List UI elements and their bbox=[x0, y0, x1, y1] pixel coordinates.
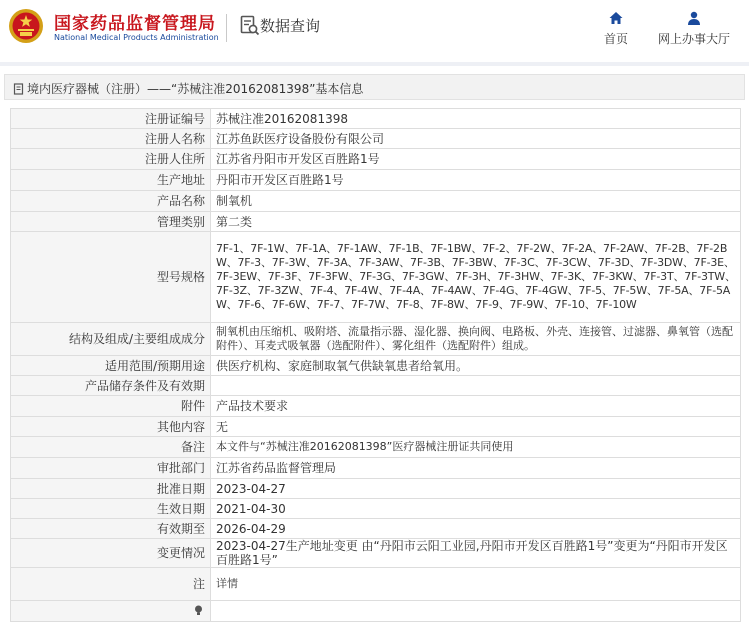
field-label: 适用范围/预期用途 bbox=[11, 356, 211, 376]
field-label: 备注 bbox=[11, 437, 211, 458]
table-row bbox=[11, 499, 741, 519]
nav-online-service-label: 网上办事大厅 bbox=[657, 32, 730, 46]
table-row bbox=[11, 191, 741, 212]
field-value-note bbox=[211, 601, 741, 622]
table-row bbox=[11, 417, 741, 437]
table-row bbox=[11, 539, 741, 568]
table-row bbox=[11, 396, 741, 417]
field-value: 江苏鱼跃医疗设备股份有限公司 bbox=[211, 129, 741, 149]
field-label: 生产地址 bbox=[11, 170, 211, 191]
field-value: 2023-04-27 bbox=[211, 479, 741, 499]
field-label: 产品储存条件及有效期 bbox=[11, 376, 211, 396]
field-value bbox=[211, 376, 741, 396]
field-value: 制氧机由压缩机、吸附塔、流量指示器、湿化器、换向阀、电路板、外壳、连接管、过滤器、鼻氧管（选配附件）、耳麦式吸氧器（选配附件）、雾化组件（选配附件）组成。 bbox=[211, 323, 741, 356]
site-header bbox=[0, 0, 749, 60]
table-row bbox=[11, 323, 741, 356]
user-icon bbox=[686, 10, 702, 26]
field-value: 江苏省药品监督管理局 bbox=[211, 458, 741, 479]
field-value: 无 bbox=[211, 417, 741, 437]
nav-home-label: 首页 bbox=[603, 32, 628, 46]
field-label: 审批部门 bbox=[11, 458, 211, 479]
table-row bbox=[11, 129, 741, 149]
field-value: 第二类 bbox=[211, 212, 741, 232]
table-row bbox=[11, 212, 741, 232]
table-row bbox=[11, 437, 741, 458]
agency-name: 国家药品监督管理局 bbox=[54, 14, 216, 34]
field-value: 本文件与“苏械注准20162081398”医疗器械注册证共同使用 bbox=[211, 437, 741, 458]
home-icon bbox=[608, 10, 624, 26]
field-label: 变更情况 bbox=[11, 539, 211, 568]
field-label: 其他内容 bbox=[11, 417, 211, 437]
table-row bbox=[11, 149, 741, 170]
field-value: 制氧机 bbox=[211, 191, 741, 212]
field-label: 有效期至 bbox=[11, 519, 211, 539]
field-value: 江苏省丹阳市开发区百胜路1号 bbox=[211, 149, 741, 170]
field-label: 注 bbox=[11, 568, 211, 601]
field-value: 2023-04-27生产地址变更 由“丹阳市云阳工业园,丹阳市开发区百胜路1号”变更为“丹阳市开发区百胜路1号” bbox=[211, 539, 741, 568]
document-icon bbox=[13, 83, 25, 95]
breadcrumb-text: 境内医疗器械（注册）——“苏械注准20162081398”基本信息 bbox=[27, 82, 364, 96]
header-divider bbox=[226, 14, 227, 42]
field-label: 结构及组成/主要组成成分 bbox=[11, 323, 211, 356]
breadcrumb bbox=[4, 74, 745, 100]
field-label: 注册人名称 bbox=[11, 129, 211, 149]
nav-home[interactable] bbox=[598, 10, 634, 47]
field-value: 7F-1、7F-1W、7F-1A、7F-1AW、7F-1B、7F-1BW、7F-2、7F-2W、7F-2A、7F-2AW、7F-2B、7F-2BW、7F-3、7F-3W、7F-3A、7F-3AW、7F-3B、7F-3BW、7F-3C、7F-3CW、7F-3D、7F-3DW、7F-3E、7F-3EW、7F-3F、7F-3FW、7F-3G、7F-3GW、7F-3H、7F-3HW、7F-3K、7F-3KW、7F-3T、7F-3TW、7F-3Z、7F-3ZW、7F-4、7F-4W、7F-4A、7F-4AW、7F-4G、7F-4GW、7F-5、7F-5W、7F-5A、7F-5AW、7F-6、7F-6W、7F-7、7F-7W、7F-8、7F-8W、7F-9、7F-9W、7F-10、7F-10W bbox=[211, 232, 741, 323]
table-row bbox=[11, 479, 741, 499]
field-label: 注册证编号 bbox=[11, 109, 211, 129]
bulb-icon bbox=[194, 605, 203, 616]
field-value: 丹阳市开发区百胜路1号 bbox=[211, 170, 741, 191]
field-value: 详情 bbox=[211, 568, 741, 601]
field-value: 苏械注准20162081398 bbox=[211, 109, 741, 129]
nav-online-service[interactable] bbox=[652, 10, 736, 47]
field-label: 注册人住所 bbox=[11, 149, 211, 170]
field-label: 生效日期 bbox=[11, 499, 211, 519]
field-value: 2021-04-30 bbox=[211, 499, 741, 519]
table-row bbox=[11, 170, 741, 191]
table-row bbox=[11, 109, 741, 129]
field-label: 管理类别 bbox=[11, 212, 211, 232]
table-row bbox=[11, 458, 741, 479]
header-band bbox=[0, 62, 749, 66]
field-value: 供医疗机构、家庭制取氧气供缺氧患者给氧用。 bbox=[211, 356, 741, 376]
field-label: 附件 bbox=[11, 396, 211, 417]
device-record-table bbox=[10, 108, 741, 622]
field-value: 2026-04-29 bbox=[211, 519, 741, 539]
table-row bbox=[11, 568, 741, 601]
field-label: 批准日期 bbox=[11, 479, 211, 499]
national-emblem-icon bbox=[8, 8, 44, 44]
field-value: 产品技术要求 bbox=[211, 396, 741, 417]
field-label: 型号规格 bbox=[11, 232, 211, 323]
table-row bbox=[11, 356, 741, 376]
table-row bbox=[11, 601, 741, 622]
agency-name-en: National Medical Products Administration bbox=[54, 33, 219, 42]
field-label-note bbox=[11, 601, 211, 622]
table-row bbox=[11, 519, 741, 539]
table-row bbox=[11, 376, 741, 396]
data-query-icon bbox=[240, 15, 260, 37]
section-title: 数据查询 bbox=[260, 17, 321, 35]
table-row bbox=[11, 232, 741, 323]
field-label: 产品名称 bbox=[11, 191, 211, 212]
